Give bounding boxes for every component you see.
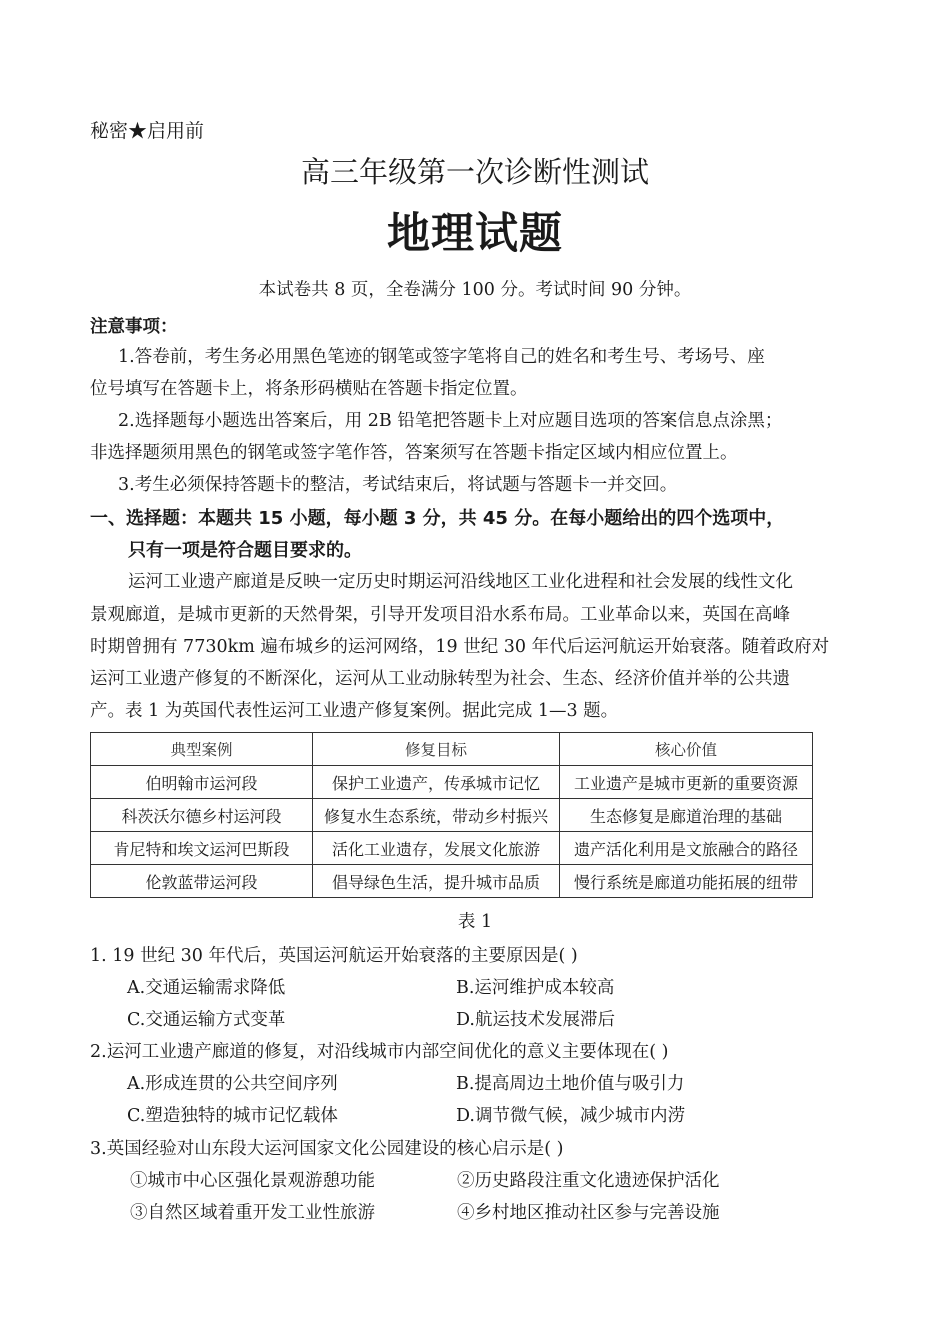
question-3-item-1: ①城市中心区强化景观游憩功能 xyxy=(130,1171,375,1191)
question-2-option-d: D.调节微气候，减少城市内涝 xyxy=(456,1106,685,1126)
question-3-item-3: ③自然区域着重开发工业性旅游 xyxy=(130,1203,375,1223)
table-cell: 倡导绿色生活，提升城市品质 xyxy=(313,865,560,898)
passage-line: 运河工业遗产廊道是反映一定历史时期运河沿线地区工业化进程和社会发展的线性文化 xyxy=(128,572,793,592)
question-3-item-2: ②历史路段注重文化遗迹保护活化 xyxy=(457,1171,720,1191)
table-cell: 工业遗产是城市更新的重要资源 xyxy=(560,766,813,799)
table-header-row xyxy=(91,733,813,766)
table-cell: 遗产活化利用是文旅融合的路径 xyxy=(560,832,813,865)
question-1-option-d: D.航运技术发展滞后 xyxy=(456,1010,615,1030)
table-cell: 伯明翰市运河段 xyxy=(91,766,313,799)
table-header-cell: 核心价值 xyxy=(560,733,813,766)
question-1-option-a: A.交通运输需求降低 xyxy=(127,978,286,998)
question-2-option-c: C.塑造独特的城市记忆载体 xyxy=(127,1106,338,1126)
question-2-option-b: B.提高周边土地价值与吸引力 xyxy=(456,1074,685,1094)
question-1-option-b: B.运河维护成本较高 xyxy=(456,978,615,998)
table-cell: 生态修复是廊道治理的基础 xyxy=(560,799,813,832)
table-caption: 表 1 xyxy=(457,912,493,932)
table-cell: 保护工业遗产，传承城市记忆 xyxy=(313,766,560,799)
question-3-stem: 3.英国经验对山东段大运河国家文化公园建设的核心启示是( ) xyxy=(90,1139,564,1159)
passage-line: 时期曾拥有 7730km 遍布城乡的运河网络，19 世纪 30 年代后运河航运开始衰落。随着政府对 xyxy=(90,637,830,657)
passage-line: 产。表 1 为英国代表性运河工业遗产修复案例。据此完成 1—3 题。 xyxy=(90,701,619,721)
notice-line: 3.考生必须保持答题卡的整洁，考试结束后，将试题与答题卡一并交回。 xyxy=(118,475,678,495)
table-row xyxy=(91,799,813,832)
table-header-cell: 修复目标 xyxy=(313,733,560,766)
table-cell: 肯尼特和埃文运河巴斯段 xyxy=(91,832,313,865)
table-row xyxy=(91,865,813,898)
table-cell: 慢行系统是廊道功能拓展的纽带 xyxy=(560,865,813,898)
question-3-item-4: ④乡村地区推动社区参与完善设施 xyxy=(457,1203,720,1223)
table-cell: 活化工业遗存，发展文化旅游 xyxy=(313,832,560,865)
table-cell: 科茨沃尔德乡村运河段 xyxy=(91,799,313,832)
question-1-option-c: C.交通运输方式变革 xyxy=(127,1010,286,1030)
table-row xyxy=(91,766,813,799)
section-heading-cont: 只有一项是符合题目要求的。 xyxy=(128,540,362,561)
section-heading: 一、选择题：本题共 15 小题，每小题 3 分，共 45 分。在每小题给出的四个选项中， xyxy=(90,508,785,529)
exam-info: 本试卷共 8 页，全卷满分 100 分。考试时间 90 分钟。 xyxy=(258,280,692,300)
question-1-stem: 1. 19 世纪 30 年代后，英国运河航运开始衰落的主要原因是( ) xyxy=(90,946,578,966)
question-2-option-a: A.形成连贯的公共空间序列 xyxy=(127,1074,338,1094)
passage-line: 运河工业遗产修复的不断深化，运河从工业动脉转型为社会、生态、经济价值并举的公共遗 xyxy=(90,669,790,689)
confidential-label: 秘密★启用前 xyxy=(90,120,205,142)
passage-line: 景观廊道，是城市更新的天然骨架，引导开发项目沿水系布局。工业革命以来，英国在高峰 xyxy=(90,605,790,625)
notice-line: 非选择题须用黑色的钢笔或签字笔作答，答案须写在答题卡指定区域内相应位置上。 xyxy=(90,443,738,463)
notice-line: 1.答卷前，考生务必用黑色笔迹的钢笔或签字笔将自己的姓名和考生号、考场号、座 xyxy=(118,347,765,367)
notice-heading: 注意事项： xyxy=(90,317,178,337)
notice-line: 2.选择题每小题选出答案后，用 2B 铅笔把答题卡上对应题目选项的答案信息点涂黑； xyxy=(118,411,783,431)
question-2-stem: 2.运河工业遗产廊道的修复，对沿线城市内部空间优化的意义主要体现在( ) xyxy=(90,1042,669,1062)
exam-subtitle: 高三年级第一次诊断性测试 xyxy=(300,155,649,189)
table-row xyxy=(91,832,813,865)
notice-line: 位号填写在答题卡上，将条形码横贴在答题卡指定位置。 xyxy=(90,379,528,399)
table-cell: 伦敦蓝带运河段 xyxy=(91,865,313,898)
case-table xyxy=(90,732,813,898)
table-header-cell: 典型案例 xyxy=(91,733,313,766)
table-cell: 修复水生态系统，带动乡村振兴 xyxy=(313,799,560,832)
exam-title: 地理试题 xyxy=(387,209,563,259)
